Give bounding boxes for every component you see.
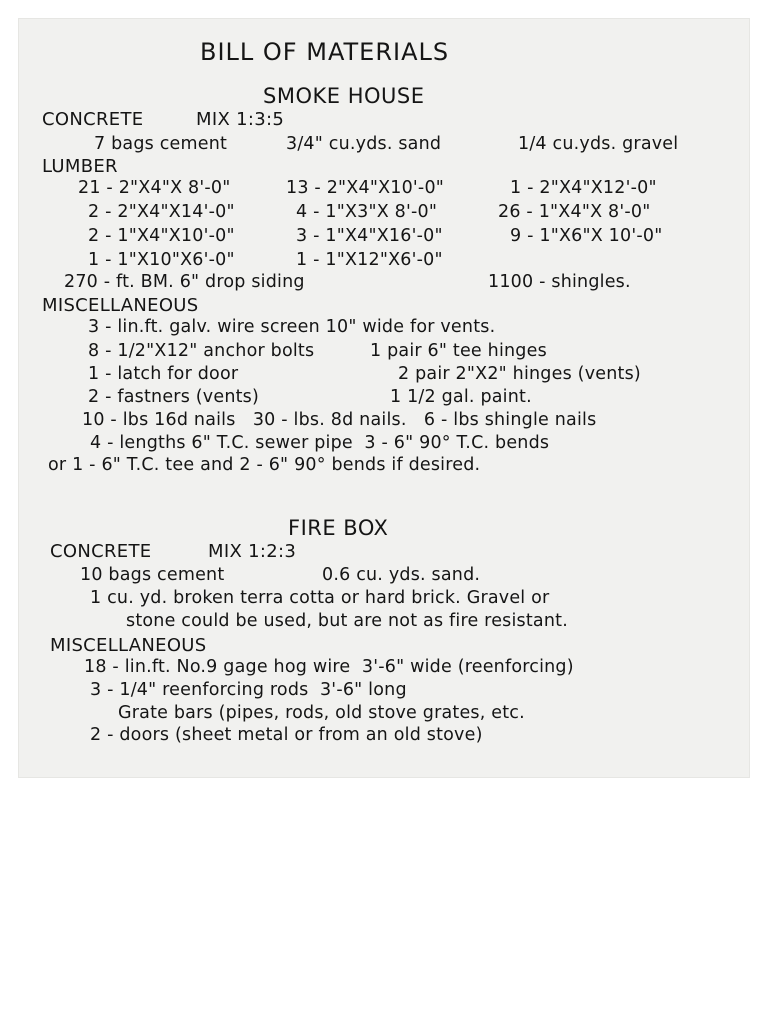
smoke-house-heading: SMOKE HOUSE <box>263 84 425 108</box>
fire-box-misc-item: Grate bars (pipes, rods, old stove grates, etc. <box>118 703 525 723</box>
lumber-item: 9 - 1"X6"X 10'-0" <box>510 226 663 246</box>
lumber-item: 13 - 2"X4"X10'-0" <box>286 178 445 198</box>
misc-item: 1 - latch for door <box>88 364 239 384</box>
fire-box-misc-item: 18 - lin.ft. No.9 gage hog wire 3'-6" wide (reenforcing) <box>84 657 574 677</box>
lumber-item: 2 - 2"X4"X14'-0" <box>88 202 235 222</box>
concrete-mix: MIX 1:3:5 <box>196 109 285 130</box>
misc-item: 4 - lengths 6" T.C. sewer pipe 3 - 6" 90° T.C. bends <box>90 433 550 453</box>
lumber-item: 26 - 1"X4"X 8'-0" <box>498 202 651 222</box>
fire-box-misc-item: 3 - 1/4" reenforcing rods 3'-6" long <box>90 680 407 700</box>
fire-box-sand: 0.6 cu. yds. sand. <box>322 565 481 585</box>
misc-item: 1 1/2 gal. paint. <box>390 387 532 407</box>
lumber-item: 2 - 1"X4"X10'-0" <box>88 226 235 246</box>
lumber-label: LUMBER <box>42 156 118 177</box>
misc-item: 10 - lbs 16d nails 30 - lbs. 8d nails. 6 - lbs shingle nails <box>82 410 597 430</box>
fire-box-heading: FIRE BOX <box>288 516 389 540</box>
document-page <box>18 18 750 778</box>
fire-box-cement: 10 bags cement <box>80 565 225 585</box>
misc-item: 2 - fastners (vents) <box>88 387 260 407</box>
document-title: BILL OF MATERIALS <box>200 38 450 66</box>
misc-label: MISCELLANEOUS <box>42 295 199 316</box>
fire-box-concrete-mix: MIX 1:2:3 <box>208 541 297 562</box>
sand-qty: 3/4" cu.yds. sand <box>286 134 442 154</box>
concrete-label: CONCRETE <box>42 109 144 130</box>
misc-item: 2 pair 2"X2" hinges (vents) <box>398 364 641 384</box>
fire-box-misc-item: 2 - doors (sheet metal or from an old stove) <box>90 725 483 745</box>
misc-item: or 1 - 6" T.C. tee and 2 - 6" 90° bends if desired. <box>48 455 481 475</box>
misc-item: 8 - 1/2"X12" anchor bolts <box>88 341 315 361</box>
fire-box-concrete-label: CONCRETE <box>50 541 152 562</box>
fire-box-misc-label: MISCELLANEOUS <box>50 635 207 656</box>
fire-box-brick: 1 cu. yd. broken terra cotta or hard brick. Gravel or <box>90 588 550 608</box>
lumber-item: 1 - 1"X12"X6'-0" <box>296 250 443 270</box>
misc-item: 3 - lin.ft. galv. wire screen 10" wide for vents. <box>88 317 496 337</box>
lumber-item: 1 - 1"X10"X6'-0" <box>88 250 235 270</box>
lumber-item: 3 - 1"X4"X16'-0" <box>296 226 443 246</box>
cement-qty: 7 bags cement <box>94 134 228 154</box>
fire-box-stone-note: stone could be used, but are not as fire resistant. <box>126 611 568 631</box>
lumber-item: 4 - 1"X3"X 8'-0" <box>296 202 438 222</box>
siding-qty: 270 - ft. BM. 6" drop siding <box>64 272 305 292</box>
gravel-qty: 1/4 cu.yds. gravel <box>518 134 679 154</box>
shingles-qty: 1100 - shingles. <box>488 272 631 292</box>
misc-item: 1 pair 6" tee hinges <box>370 341 547 361</box>
lumber-item: 1 - 2"X4"X12'-0" <box>510 178 657 198</box>
lumber-item: 21 - 2"X4"X 8'-0" <box>78 178 231 198</box>
